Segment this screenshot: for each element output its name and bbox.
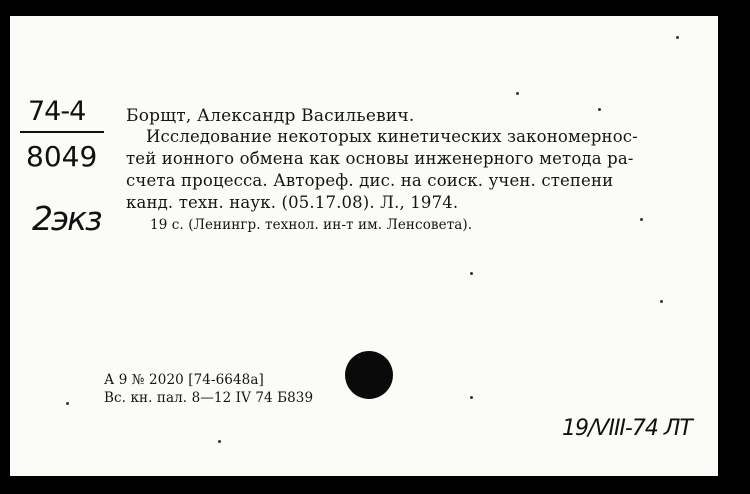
scan-speck bbox=[640, 218, 643, 221]
call-number-top: 74-4 bbox=[28, 96, 86, 127]
copies-mark: 2экз bbox=[32, 199, 101, 238]
title-line-1: Исследование некоторых кинетических закономернос- bbox=[146, 127, 638, 146]
punch-hole bbox=[345, 351, 393, 399]
title-line-4: канд. техн. наук. (05.17.08). Л., 1974. bbox=[126, 193, 459, 212]
scan-speck bbox=[218, 440, 221, 443]
scan-speck bbox=[676, 36, 679, 39]
title-line-3: счета процесса. Автореф. дис. на соиск. учен. степени bbox=[126, 171, 614, 190]
scan-speck bbox=[470, 396, 473, 399]
catalog-card bbox=[10, 16, 718, 476]
scan-speck bbox=[598, 108, 601, 111]
pagination-line: 19 с. (Ленингр. технол. ин-т им. Ленсовета). bbox=[150, 217, 473, 233]
title-line-2: тей ионного обмена как основы инженерного метода ра- bbox=[126, 149, 634, 168]
author-heading: Борщт, Александр Васильевич. bbox=[126, 106, 415, 126]
handwritten-date: 19/VIII-74 ЛТ bbox=[562, 416, 692, 441]
footer-line-1: А 9 № 2020 [74-6648а] bbox=[104, 372, 264, 388]
scan-speck bbox=[516, 92, 519, 95]
call-number-bottom: 8049 bbox=[26, 140, 98, 173]
call-number-divider bbox=[20, 131, 104, 133]
scan-speck bbox=[660, 300, 663, 303]
scan-speck bbox=[66, 402, 69, 405]
footer-line-2: Вс. кн. пал. 8—12 IV 74 Б839 bbox=[104, 390, 314, 406]
scan-speck bbox=[470, 272, 473, 275]
